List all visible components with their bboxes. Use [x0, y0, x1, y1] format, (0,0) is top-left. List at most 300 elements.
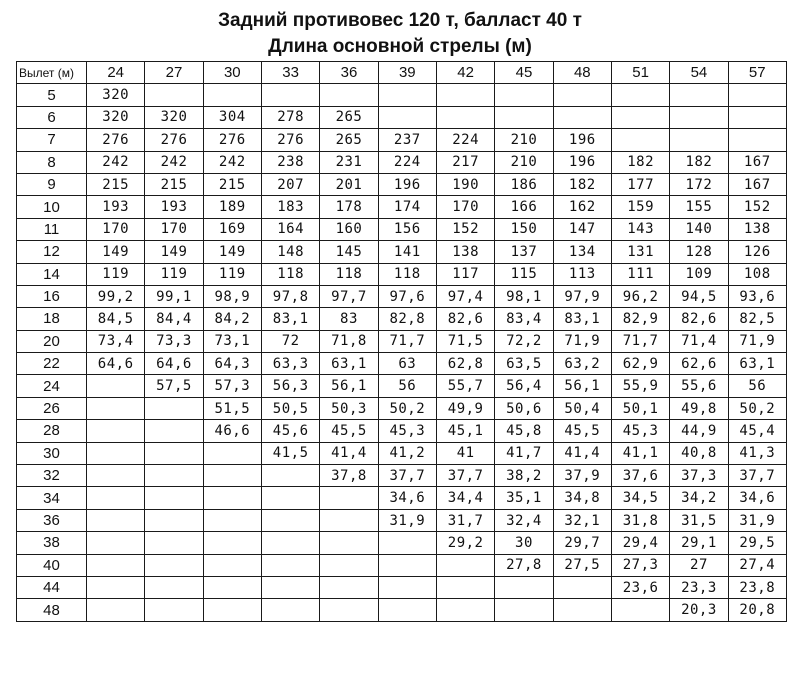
capacity-cell: 73,3: [145, 330, 203, 352]
capacity-cell: 64,6: [87, 353, 145, 375]
capacity-cell: 57,3: [203, 375, 261, 397]
table-row: [17, 263, 787, 285]
capacity-cell: 210: [495, 129, 553, 151]
table-row: [17, 353, 787, 375]
capacity-cell: 71,8: [320, 330, 378, 352]
capacity-cell: 73,1: [203, 330, 261, 352]
capacity-cell: 45,5: [553, 420, 611, 442]
radius-cell: 7: [17, 129, 87, 151]
capacity-cell: 57,5: [145, 375, 203, 397]
capacity-cell: 55,6: [670, 375, 728, 397]
capacity-cell: 84,2: [203, 308, 261, 330]
capacity-cell: [378, 532, 436, 554]
capacity-cell: [261, 599, 319, 621]
capacity-cell: 83,1: [553, 308, 611, 330]
capacity-cell: 31,7: [436, 509, 494, 531]
capacity-cell: 41,4: [320, 442, 378, 464]
boom-length-header: 57: [728, 62, 786, 84]
table-row: [17, 330, 787, 352]
capacity-cell: [203, 576, 261, 598]
capacity-cell: 159: [611, 196, 669, 218]
capacity-cell: [145, 442, 203, 464]
capacity-cell: 27,5: [553, 554, 611, 576]
capacity-cell: 148: [261, 241, 319, 263]
capacity-cell: 320: [87, 106, 145, 128]
table-row: [17, 241, 787, 263]
table-row: [17, 397, 787, 419]
capacity-cell: [87, 554, 145, 576]
capacity-cell: 34,6: [728, 487, 786, 509]
table-row: [17, 599, 787, 621]
table-row: [17, 509, 787, 531]
capacity-cell: [145, 532, 203, 554]
capacity-cell: 196: [378, 173, 436, 195]
capacity-cell: 29,2: [436, 532, 494, 554]
capacity-cell: 155: [670, 196, 728, 218]
capacity-cell: 30: [495, 532, 553, 554]
capacity-cell: [320, 576, 378, 598]
capacity-cell: 45,8: [495, 420, 553, 442]
radius-cell: 11: [17, 218, 87, 240]
capacity-cell: [378, 84, 436, 106]
load-chart-table: [16, 61, 787, 622]
radius-cell: 28: [17, 420, 87, 442]
capacity-cell: 45,6: [261, 420, 319, 442]
table-row: [17, 442, 787, 464]
capacity-cell: 174: [378, 196, 436, 218]
capacity-cell: [378, 599, 436, 621]
capacity-cell: [320, 84, 378, 106]
capacity-cell: [261, 84, 319, 106]
capacity-cell: 265: [320, 129, 378, 151]
capacity-cell: 71,5: [436, 330, 494, 352]
capacity-cell: 55,7: [436, 375, 494, 397]
capacity-cell: 56,4: [495, 375, 553, 397]
capacity-cell: 73,4: [87, 330, 145, 352]
capacity-cell: [436, 106, 494, 128]
capacity-cell: 64,6: [145, 353, 203, 375]
capacity-cell: 63: [378, 353, 436, 375]
capacity-cell: 162: [553, 196, 611, 218]
capacity-cell: 134: [553, 241, 611, 263]
capacity-cell: 118: [320, 263, 378, 285]
capacity-cell: 51,5: [203, 397, 261, 419]
table-row: [17, 532, 787, 554]
capacity-cell: [87, 465, 145, 487]
radius-cell: 24: [17, 375, 87, 397]
capacity-cell: [203, 532, 261, 554]
capacity-cell: 265: [320, 106, 378, 128]
radius-column-header: Вылет (м): [17, 62, 87, 84]
capacity-cell: [553, 106, 611, 128]
capacity-cell: [378, 106, 436, 128]
capacity-cell: [495, 106, 553, 128]
capacity-cell: 238: [261, 151, 319, 173]
capacity-cell: 138: [728, 218, 786, 240]
capacity-cell: [145, 397, 203, 419]
capacity-cell: [495, 599, 553, 621]
capacity-cell: 20,8: [728, 599, 786, 621]
radius-cell: 26: [17, 397, 87, 419]
capacity-cell: 84,5: [87, 308, 145, 330]
table-row: [17, 196, 787, 218]
capacity-cell: [203, 465, 261, 487]
capacity-cell: [203, 599, 261, 621]
capacity-cell: 71,7: [378, 330, 436, 352]
capacity-cell: 170: [87, 218, 145, 240]
radius-cell: 20: [17, 330, 87, 352]
capacity-cell: 50,6: [495, 397, 553, 419]
capacity-cell: 172: [670, 173, 728, 195]
boom-length-header: 33: [261, 62, 319, 84]
radius-cell: 18: [17, 308, 87, 330]
radius-cell: 16: [17, 285, 87, 307]
boom-length-header: 36: [320, 62, 378, 84]
capacity-cell: 177: [611, 173, 669, 195]
capacity-cell: [320, 599, 378, 621]
boom-length-header: 27: [145, 62, 203, 84]
capacity-cell: 98,9: [203, 285, 261, 307]
capacity-cell: 50,1: [611, 397, 669, 419]
boom-length-header: 54: [670, 62, 728, 84]
capacity-cell: 49,9: [436, 397, 494, 419]
capacity-cell: 34,2: [670, 487, 728, 509]
capacity-cell: 83,4: [495, 308, 553, 330]
capacity-cell: 190: [436, 173, 494, 195]
radius-cell: 38: [17, 532, 87, 554]
radius-cell: 10: [17, 196, 87, 218]
capacity-cell: [261, 509, 319, 531]
capacity-cell: 56: [378, 375, 436, 397]
capacity-cell: 140: [670, 218, 728, 240]
capacity-cell: 278: [261, 106, 319, 128]
capacity-cell: [203, 442, 261, 464]
capacity-cell: 183: [261, 196, 319, 218]
capacity-cell: [670, 129, 728, 151]
capacity-cell: 83,1: [261, 308, 319, 330]
capacity-cell: [611, 106, 669, 128]
capacity-cell: 23,3: [670, 576, 728, 598]
capacity-cell: 62,6: [670, 353, 728, 375]
capacity-cell: [261, 554, 319, 576]
capacity-cell: 41,3: [728, 442, 786, 464]
capacity-cell: 97,8: [261, 285, 319, 307]
capacity-cell: 83: [320, 308, 378, 330]
capacity-cell: 150: [495, 218, 553, 240]
capacity-cell: 117: [436, 263, 494, 285]
capacity-cell: 71,9: [728, 330, 786, 352]
radius-cell: 30: [17, 442, 87, 464]
capacity-cell: 34,5: [611, 487, 669, 509]
capacity-cell: [728, 84, 786, 106]
capacity-cell: 56,1: [320, 375, 378, 397]
capacity-cell: 82,5: [728, 308, 786, 330]
capacity-cell: 55,9: [611, 375, 669, 397]
capacity-cell: 29,1: [670, 532, 728, 554]
capacity-cell: 71,4: [670, 330, 728, 352]
table-row: [17, 576, 787, 598]
capacity-cell: 145: [320, 241, 378, 263]
table-row: [17, 218, 787, 240]
capacity-cell: 41: [436, 442, 494, 464]
capacity-cell: 147: [553, 218, 611, 240]
capacity-cell: [87, 599, 145, 621]
capacity-cell: 50,3: [320, 397, 378, 419]
capacity-cell: 207: [261, 173, 319, 195]
boom-length-header: 51: [611, 62, 669, 84]
capacity-cell: 115: [495, 263, 553, 285]
capacity-cell: 71,7: [611, 330, 669, 352]
capacity-cell: 182: [670, 151, 728, 173]
capacity-cell: [145, 509, 203, 531]
capacity-cell: 215: [87, 173, 145, 195]
capacity-cell: 224: [378, 151, 436, 173]
capacity-cell: 169: [203, 218, 261, 240]
capacity-cell: 141: [378, 241, 436, 263]
capacity-cell: 49,8: [670, 397, 728, 419]
capacity-cell: 37,8: [320, 465, 378, 487]
capacity-cell: [495, 84, 553, 106]
radius-cell: 12: [17, 241, 87, 263]
capacity-cell: 41,5: [261, 442, 319, 464]
capacity-cell: 186: [495, 173, 553, 195]
capacity-cell: 45,1: [436, 420, 494, 442]
capacity-cell: 242: [87, 151, 145, 173]
capacity-cell: 320: [145, 106, 203, 128]
capacity-cell: 152: [436, 218, 494, 240]
table-row: [17, 465, 787, 487]
capacity-cell: 97,4: [436, 285, 494, 307]
capacity-cell: 193: [87, 196, 145, 218]
capacity-cell: 276: [203, 129, 261, 151]
capacity-cell: 111: [611, 263, 669, 285]
capacity-cell: 71,9: [553, 330, 611, 352]
capacity-cell: 82,8: [378, 308, 436, 330]
capacity-cell: 31,5: [670, 509, 728, 531]
capacity-cell: 40,8: [670, 442, 728, 464]
capacity-cell: [495, 576, 553, 598]
table-row: [17, 308, 787, 330]
capacity-cell: 63,5: [495, 353, 553, 375]
capacity-cell: 63,1: [320, 353, 378, 375]
capacity-cell: 50,2: [728, 397, 786, 419]
capacity-cell: 41,7: [495, 442, 553, 464]
capacity-cell: 93,6: [728, 285, 786, 307]
capacity-cell: [670, 84, 728, 106]
boom-length-header: 24: [87, 62, 145, 84]
capacity-cell: 44,9: [670, 420, 728, 442]
capacity-cell: 84,4: [145, 308, 203, 330]
capacity-cell: 56: [728, 375, 786, 397]
capacity-cell: [145, 554, 203, 576]
capacity-cell: 23,6: [611, 576, 669, 598]
radius-cell: 9: [17, 173, 87, 195]
capacity-cell: [320, 487, 378, 509]
capacity-cell: [145, 84, 203, 106]
capacity-cell: 170: [436, 196, 494, 218]
capacity-cell: 193: [145, 196, 203, 218]
capacity-cell: 82,6: [436, 308, 494, 330]
capacity-cell: 45,3: [378, 420, 436, 442]
table-row: [17, 151, 787, 173]
capacity-cell: [145, 420, 203, 442]
capacity-cell: [320, 509, 378, 531]
capacity-cell: 215: [203, 173, 261, 195]
capacity-cell: 138: [436, 241, 494, 263]
capacity-cell: 131: [611, 241, 669, 263]
capacity-cell: 32,4: [495, 509, 553, 531]
capacity-cell: 82,9: [611, 308, 669, 330]
capacity-cell: 149: [203, 241, 261, 263]
capacity-cell: [87, 420, 145, 442]
capacity-cell: 98,1: [495, 285, 553, 307]
capacity-cell: 276: [261, 129, 319, 151]
capacity-cell: 27,3: [611, 554, 669, 576]
capacity-cell: 27,8: [495, 554, 553, 576]
capacity-cell: 149: [87, 241, 145, 263]
capacity-cell: 72,2: [495, 330, 553, 352]
capacity-cell: 215: [145, 173, 203, 195]
capacity-cell: 242: [145, 151, 203, 173]
capacity-cell: [378, 554, 436, 576]
capacity-cell: 29,4: [611, 532, 669, 554]
capacity-cell: [145, 576, 203, 598]
capacity-cell: [728, 106, 786, 128]
capacity-cell: 34,6: [378, 487, 436, 509]
boom-length-header: 42: [436, 62, 494, 84]
capacity-cell: 32,1: [553, 509, 611, 531]
capacity-cell: 41,2: [378, 442, 436, 464]
table-row: [17, 84, 787, 106]
capacity-cell: [320, 532, 378, 554]
capacity-cell: [320, 554, 378, 576]
radius-cell: 32: [17, 465, 87, 487]
capacity-cell: 217: [436, 151, 494, 173]
capacity-cell: 31,9: [378, 509, 436, 531]
table-row: [17, 173, 787, 195]
capacity-cell: 152: [728, 196, 786, 218]
capacity-cell: 31,8: [611, 509, 669, 531]
capacity-cell: 34,8: [553, 487, 611, 509]
capacity-cell: 99,1: [145, 285, 203, 307]
capacity-cell: 118: [261, 263, 319, 285]
capacity-cell: 196: [553, 129, 611, 151]
capacity-cell: 63,1: [728, 353, 786, 375]
capacity-cell: 231: [320, 151, 378, 173]
capacity-cell: 45,4: [728, 420, 786, 442]
capacity-cell: 41,1: [611, 442, 669, 464]
capacity-cell: [145, 465, 203, 487]
capacity-cell: [145, 487, 203, 509]
capacity-cell: [378, 576, 436, 598]
capacity-cell: 63,2: [553, 353, 611, 375]
radius-cell: 8: [17, 151, 87, 173]
capacity-cell: 119: [87, 263, 145, 285]
capacity-cell: [436, 576, 494, 598]
capacity-cell: 119: [203, 263, 261, 285]
capacity-cell: 27: [670, 554, 728, 576]
capacity-cell: 126: [728, 241, 786, 263]
capacity-cell: 99,2: [87, 285, 145, 307]
capacity-cell: 109: [670, 263, 728, 285]
capacity-cell: [261, 576, 319, 598]
capacity-cell: [611, 129, 669, 151]
table-body: [17, 84, 787, 621]
table-row: [17, 375, 787, 397]
capacity-cell: 119: [145, 263, 203, 285]
table-row: [17, 106, 787, 128]
capacity-cell: 45,5: [320, 420, 378, 442]
capacity-cell: 276: [87, 129, 145, 151]
capacity-cell: 149: [145, 241, 203, 263]
capacity-cell: 96,2: [611, 285, 669, 307]
capacity-cell: 237: [378, 129, 436, 151]
capacity-cell: 304: [203, 106, 261, 128]
capacity-cell: 201: [320, 173, 378, 195]
capacity-cell: 50,4: [553, 397, 611, 419]
capacity-cell: 50,2: [378, 397, 436, 419]
radius-cell: 34: [17, 487, 87, 509]
capacity-cell: 97,6: [378, 285, 436, 307]
capacity-cell: [670, 106, 728, 128]
capacity-cell: [611, 599, 669, 621]
radius-cell: 14: [17, 263, 87, 285]
radius-cell: 22: [17, 353, 87, 375]
capacity-cell: 62,9: [611, 353, 669, 375]
capacity-cell: 46,6: [203, 420, 261, 442]
capacity-cell: 94,5: [670, 285, 728, 307]
capacity-cell: 164: [261, 218, 319, 240]
table-title: Задний противовес 120 т, балласт 40 т: [218, 10, 582, 31]
table-row: [17, 129, 787, 151]
capacity-cell: 37,6: [611, 465, 669, 487]
capacity-cell: 113: [553, 263, 611, 285]
capacity-cell: 97,7: [320, 285, 378, 307]
capacity-cell: 182: [611, 151, 669, 173]
capacity-cell: 37,7: [378, 465, 436, 487]
capacity-cell: [87, 509, 145, 531]
header-row: [17, 62, 787, 84]
capacity-cell: 41,4: [553, 442, 611, 464]
capacity-cell: 320: [87, 84, 145, 106]
capacity-cell: 38,2: [495, 465, 553, 487]
capacity-cell: [87, 532, 145, 554]
capacity-cell: 108: [728, 263, 786, 285]
radius-cell: 5: [17, 84, 87, 106]
capacity-cell: [203, 487, 261, 509]
capacity-cell: 128: [670, 241, 728, 263]
capacity-cell: [261, 487, 319, 509]
table-row: [17, 487, 787, 509]
capacity-cell: [553, 576, 611, 598]
table-row: [17, 420, 787, 442]
capacity-cell: [261, 465, 319, 487]
capacity-cell: [553, 599, 611, 621]
capacity-cell: 189: [203, 196, 261, 218]
capacity-cell: [203, 509, 261, 531]
capacity-cell: 160: [320, 218, 378, 240]
capacity-cell: [261, 532, 319, 554]
capacity-cell: 210: [495, 151, 553, 173]
capacity-cell: [87, 397, 145, 419]
capacity-cell: [553, 84, 611, 106]
capacity-cell: [87, 487, 145, 509]
capacity-cell: 34,4: [436, 487, 494, 509]
capacity-cell: 156: [378, 218, 436, 240]
capacity-cell: [87, 576, 145, 598]
capacity-cell: [87, 375, 145, 397]
capacity-cell: 276: [145, 129, 203, 151]
